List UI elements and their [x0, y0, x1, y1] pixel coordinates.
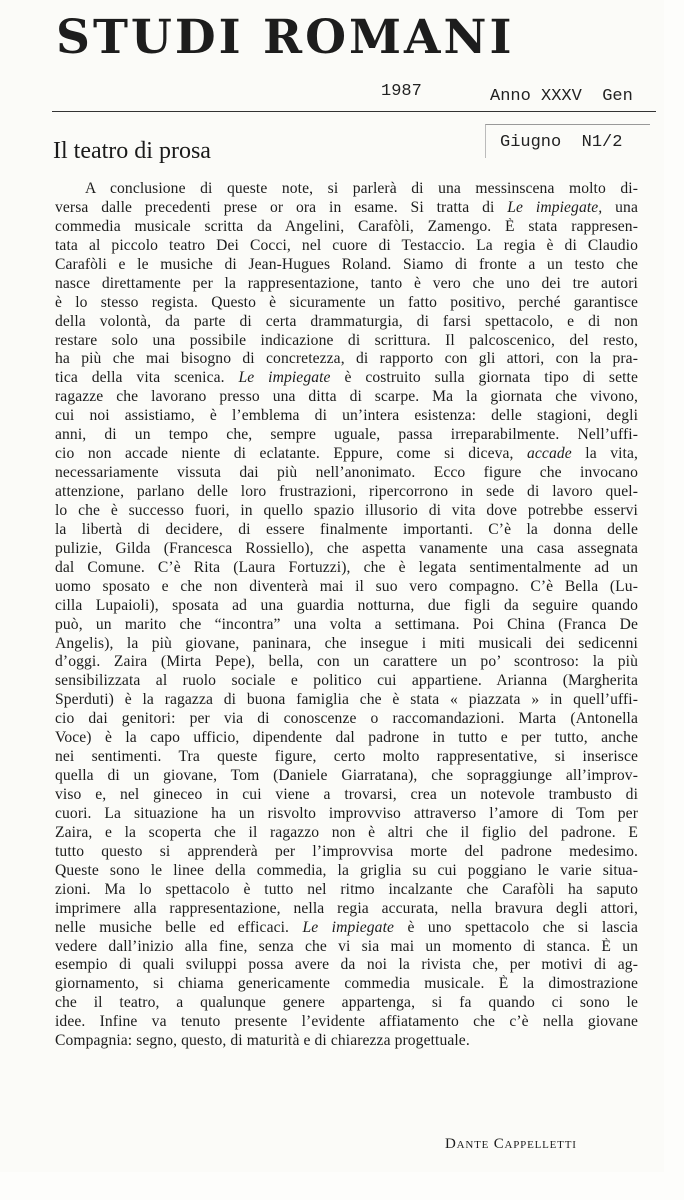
text-line: tata al piccolo teatro Dei Cocci, nel cuore di Testaccio. La regia è di Claudio	[55, 236, 638, 254]
text-line: che il teatro, a qualunque genere appartenga, si fa quando ci sono le	[55, 994, 638, 1012]
text-line: esempio di quali sviluppi possa avere da noi la rivista che, per motivi di ag-	[55, 956, 638, 974]
text-line: vedere dall’inizio alla fine, senza che vi sia mai un momento di stanca. È un	[55, 937, 638, 955]
text-line: Angelis), la più giovane, paninara, che insegue i miti musicali dei sedicenni	[55, 634, 638, 652]
text-line: cio non accade niente di eclatante. Eppure, come si diceva, accade la vita,	[55, 445, 638, 463]
text-line: cuori. La situazione ha un risvolto improvviso attraverso l’amore di Tom per	[55, 804, 638, 822]
text-line: imprimere alla rappresentazione, nella regia accurata, nella bravura degli attori,	[55, 899, 638, 917]
text-line: d’oggi. Zaira (Mirta Pepe), bella, con un carattere un po’ scontroso: la più	[55, 653, 638, 671]
text-line: cilla Lupaioli), sposata ad una guardia notturna, due figli da seguire quando	[55, 596, 638, 614]
text-line: giornamento, si chiama genericamente commedia musicale. È la dimostrazione	[55, 975, 638, 993]
text-line: Sperduti) è la ragazza di buona famiglia che è stata « piazzata » in quell’uffi-	[55, 691, 638, 709]
text-line: della volontà, da parte di certa drammaturgia, di farsi spettacolo, e di non	[55, 312, 638, 330]
text-line: viso e, nel gineceo in cui viene a trovarsi, crea un notevole trambusto di	[55, 786, 638, 803]
text-line: anni, di un tempo che, sempre uguale, passa irreparabilmente. Nell’uffi-	[55, 426, 638, 444]
text-line: versa dalle precedenti prese or ora in esame. Si tratta di Le impiegate, una	[55, 198, 638, 216]
text-line: ragazze che lavorano presso una ditta di scarpe. Ma la giornata che vivono,	[55, 388, 638, 406]
article-title: Il teatro di prosa	[53, 138, 211, 164]
text-line: dal Comune. C’è Rita (Laura Fortuzzi), che è legata sentimentalmente ad un	[55, 558, 638, 576]
header-rule	[52, 111, 656, 112]
text-line: uomo sposato e che non diventerà mai il suo vero compagno. C’è Bella (Lu-	[55, 577, 638, 595]
text-line: la libertà di decidere, di essere finalmente importanti. C’è la donna delle	[55, 520, 638, 538]
title-italic: Le impiegate	[238, 369, 331, 387]
title-italic: Le impiegate,	[507, 198, 603, 216]
journal-masthead: STUDI ROMANI	[56, 10, 515, 65]
text-line: tica della vita scenica. Le impiegate è costruito sulla giornata tipo di sette	[55, 369, 638, 387]
text-line: cio dai genitori: per via di conoscenze o raccomandazioni. Marta (Antonella	[55, 710, 638, 728]
text-line: lo che è successo fuori, in quello spazio illusorio di vita dove potrebbe esservi	[55, 501, 638, 519]
text-line: cui noi assistiamo, è l’emblema di un’intera esistenza: delle stagioni, degli	[55, 407, 638, 425]
text-line: attenzione, parlano delle loro frustrazioni, ripercorrono in sede di lavoro quel-	[55, 483, 638, 500]
text-line: commedia musicale scritta da Angelini, Carafòli, Zamengo. È stata rappresen-	[55, 217, 638, 235]
text-line: Carafòli e le musiche di Jean-Hugues Roland. Siamo di fronte a un testo che	[55, 255, 638, 273]
text-line: tutto questo si apprenderà per l’improvvisa morte del padrone medesimo.	[55, 842, 638, 860]
title-italic: accade	[527, 445, 572, 463]
text-line: Voce) è la capo ufficio, dipendente dal padrone in tutto e per tutto, anche	[55, 729, 638, 747]
text-line: restare solo una possibile indicazione di scrittura. Il palcoscenico, del resto,	[55, 331, 638, 349]
title-italic: Le impiegate	[302, 918, 395, 936]
text-line: Zaira, e la scoperta che il ragazzo non è altri che il figlio del padrone. E	[55, 823, 638, 841]
issue-volume: Anno XXXV Gen	[490, 87, 633, 106]
text-line: nelle musiche belle ed efficaci. Le impiegate è uno spettacolo che si lascia	[55, 918, 638, 936]
text-line: nei sentimenti. Tra queste figure, certo molto rappresentative, si inserisce	[55, 748, 638, 766]
text-line: necessariamente vissuta dai più nell’anonimato. Ecco figure che invocano	[55, 464, 638, 482]
text-line: zioni. Ma lo spettacolo è tutto nel ritmo incalzante che Carafòli ha saputo	[55, 880, 638, 898]
issue-stamp: Giugno N1/2	[485, 124, 650, 158]
text-line: ha più che mai bisogno di concretezza, di rapporto con gli attori, con la pra-	[55, 350, 638, 368]
text-line: pulizie, Gilda (Francesca Rossiello), che aspetta vanamente una casa assegnata	[55, 539, 638, 557]
text-line: Queste sono le linee della commedia, la griglia su cui poggiano le varie situa-	[55, 861, 638, 879]
text-line: Compagnia: segno, questo, di maturità e di chiarezza progettuale.	[55, 1032, 470, 1050]
text-line: idee. Infine va tenuto presente l’evidente affiatamento che c’è nella giovane	[55, 1013, 638, 1031]
text-line: è lo stesso regista. Questo è sicuramente un fatto positivo, perché garantisce	[55, 293, 638, 311]
article-author: Dante Cappelletti	[445, 1136, 577, 1152]
text-line: nasce direttamente per la rappresentazione, tanto è vero che uno dei tre autori	[55, 274, 638, 292]
text-line: sensibilizzata al ruolo sociale e politico cui appartiene. Arianna (Margherita	[55, 672, 638, 690]
article-body	[55, 180, 638, 1051]
text-line: quella di un giovane, Tom (Daniele Giarratana), che sopraggiunge all’improv-	[55, 767, 638, 785]
text-line: A conclusione di queste note, si parlerà di una messinscena molto di-	[85, 180, 638, 197]
text-line: può, un marito che “incontra” una volta a settimana. Poi China (Franca De	[55, 615, 638, 633]
issue-year: 1987	[381, 82, 422, 101]
